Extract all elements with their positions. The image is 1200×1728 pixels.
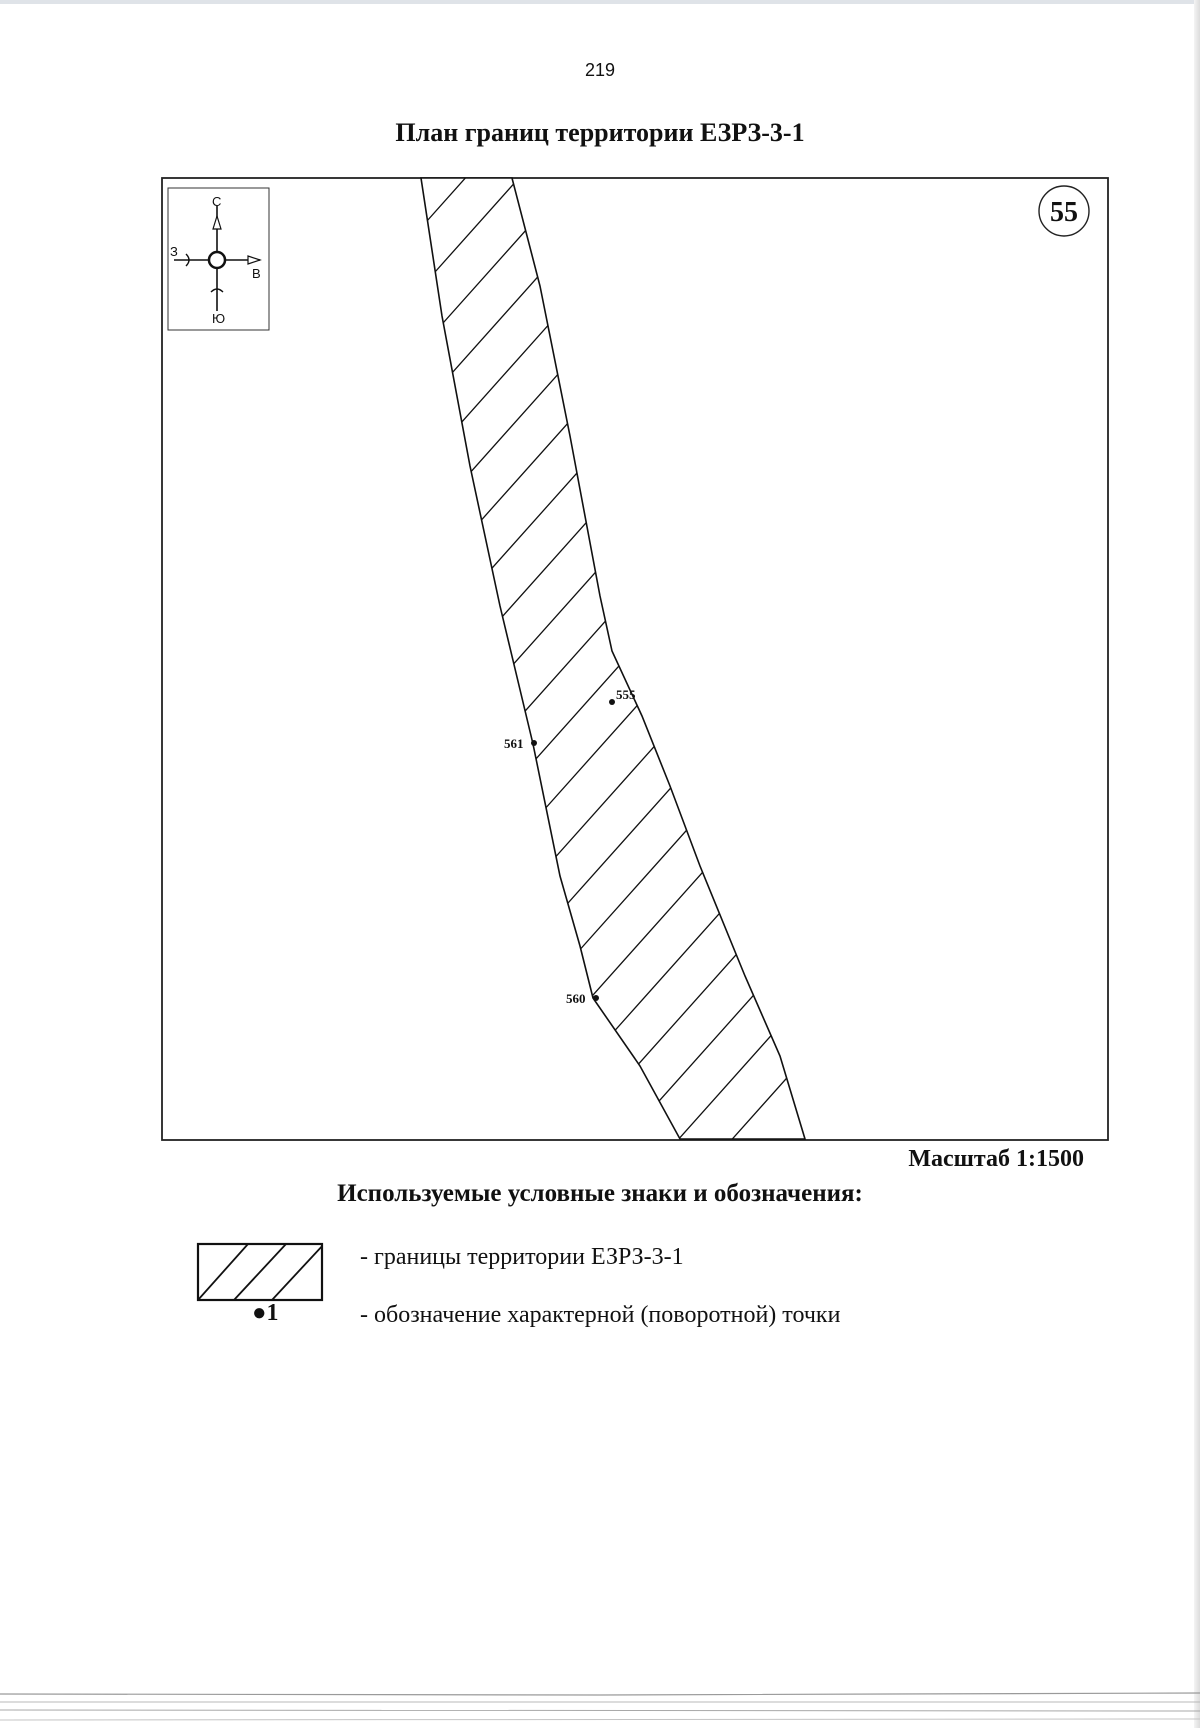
sheet-number: 55 [1050, 197, 1078, 228]
compass-south-label: Ю [212, 311, 226, 326]
compass-west-label: З [170, 244, 178, 259]
legend-item-point: - обозначение характерной (поворотной) точки [360, 1302, 841, 1328]
sheet-number-badge [1039, 186, 1089, 236]
turning-point-560 [593, 995, 599, 1001]
turning-point-555 [609, 699, 615, 705]
compass-center-icon [209, 252, 225, 268]
point-label-560: 560 [566, 991, 586, 1006]
compass-north-label: С [212, 194, 222, 209]
boundary-map [160, 176, 1110, 1144]
compass-east-label: В [252, 266, 261, 281]
scan-edge-top [0, 0, 1200, 4]
scan-edge-right [1194, 0, 1200, 1728]
map-scale: Масштаб 1:1500 [908, 1146, 1084, 1172]
page-title: План границ территории ЕЗРЗ-3-1 [395, 118, 805, 147]
point-label-555: 555 [616, 687, 636, 702]
turning-point-561 [531, 740, 537, 746]
legend-point-symbol: ●1 [252, 1300, 279, 1326]
legend-item-boundary: - границы территории ЕЗРЗ-3-1 [360, 1244, 684, 1270]
legend-hatched-swatch [196, 1242, 324, 1302]
map-canvas [160, 176, 1110, 1144]
page-number: 219 [584, 60, 616, 80]
point-label-561: 561 [504, 736, 524, 751]
legend-title: Используемые условные знаки и обозначения: [337, 1180, 863, 1207]
scan-edge-bottom [0, 1690, 1200, 1728]
